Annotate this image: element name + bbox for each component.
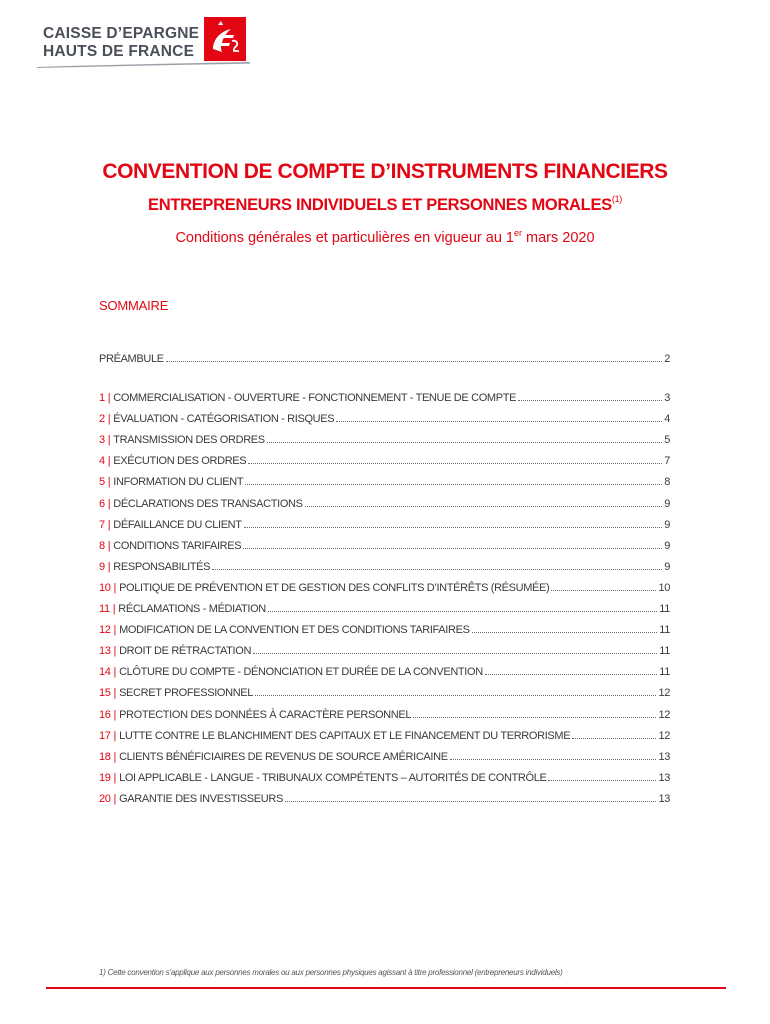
toc-entry-number: 10 — [99, 582, 111, 594]
toc-entry-label: GARANTIE DES INVESTISSEURS — [119, 793, 283, 805]
toc-separator: | — [107, 498, 111, 510]
toc-entry-number: 9 — [99, 561, 105, 573]
toc-dot-leader — [243, 548, 662, 549]
toc-entry-label: DÉFAILLANCE DU CLIENT — [113, 519, 242, 531]
toc-entry[interactable] — [99, 536, 670, 552]
toc-separator: | — [107, 392, 111, 404]
toc-separator: | — [113, 666, 117, 678]
toc-entry-page: 9 — [664, 498, 670, 510]
conditions-line — [0, 228, 770, 246]
toc-entry[interactable] — [99, 430, 670, 446]
toc-separator: | — [112, 603, 116, 615]
subtitle-footnote-ref: (1) — [611, 194, 622, 204]
toc-dot-leader — [305, 506, 663, 507]
toc-entry[interactable] — [99, 789, 670, 805]
toc-separator: | — [113, 709, 117, 721]
toc-entry[interactable] — [99, 557, 670, 573]
conditions-before: Conditions générales et particulières en vigueur au 1 — [175, 230, 514, 246]
toc-entry-number: 8 — [99, 540, 105, 552]
squirrel-logo-icon — [204, 17, 246, 61]
toc-entry-label: TRANSMISSION DES ORDRES — [113, 434, 265, 446]
toc-dot-leader — [472, 632, 658, 633]
toc-entry-page: 13 — [658, 793, 670, 805]
toc-entry-label: ÉVALUATION - CATÉGORISATION - RISQUES — [113, 413, 335, 425]
toc-separator: | — [107, 540, 111, 552]
toc-entry-label: DÉCLARATIONS DES TRANSACTIONS — [113, 498, 303, 510]
toc-dot-leader — [248, 463, 662, 464]
toc-separator: | — [107, 455, 111, 467]
toc-entry-page: 5 — [664, 434, 670, 446]
toc-entry-number: 7 — [99, 519, 105, 531]
toc-dot-leader — [336, 421, 662, 422]
toc-entry[interactable] — [99, 641, 670, 657]
toc-dot-leader — [548, 780, 656, 781]
toc-entry-number: 14 — [99, 666, 111, 678]
toc-heading: SOMMAIRE — [99, 298, 169, 313]
toc-separator: | — [107, 519, 111, 531]
logo-swoosh-icon — [37, 61, 252, 69]
toc-entry-number: 15 — [99, 687, 111, 699]
toc-entry-page: 12 — [658, 687, 670, 699]
toc-separator: | — [113, 582, 117, 594]
conditions-ordinal: er — [513, 228, 522, 238]
toc-dot-leader — [166, 361, 663, 362]
toc-dot-leader — [255, 695, 656, 696]
toc-entry[interactable] — [99, 472, 670, 488]
toc-entry-label: LOI APPLICABLE - LANGUE - TRIBUNAUX COMPÉTENTS – AUTORITÉS DE CONTRÔLE — [119, 772, 547, 784]
toc-entry-page: 10 — [658, 582, 670, 594]
toc-entry[interactable] — [99, 683, 670, 699]
document-subtitle — [0, 194, 770, 215]
toc-dot-leader — [244, 527, 663, 528]
toc-entry-page: 8 — [664, 476, 670, 488]
toc-entry[interactable] — [99, 494, 670, 510]
toc-entry[interactable] — [99, 578, 670, 594]
toc-separator: | — [113, 751, 117, 763]
toc-entry-label: POLITIQUE DE PRÉVENTION ET DE GESTION DES CONFLITS D’INTÉRÊTS (RÉSUMÉE) — [119, 582, 550, 594]
toc-entry-page: 9 — [664, 540, 670, 552]
toc-entry-number: 17 — [99, 730, 111, 742]
toc-entry-page: 11 — [659, 624, 670, 636]
toc-entry-label: PRÉAMBULE — [99, 353, 164, 365]
toc-entry[interactable] — [99, 705, 670, 721]
toc-entry-label: RESPONSABILITÉS — [113, 561, 211, 573]
toc-entry-page: 13 — [658, 772, 670, 784]
toc-separator: | — [107, 476, 111, 488]
toc-entry-number: 4 — [99, 455, 105, 467]
toc-entry[interactable] — [99, 451, 670, 467]
footnote: 1) Cette convention s’applique aux personnes morales ou aux personnes physiques agissant à titre professionnel (entrepreneurs individuels) — [99, 968, 563, 977]
toc-entry-number: 16 — [99, 709, 111, 721]
toc-entry-number: 6 — [99, 498, 105, 510]
toc-entry-label: INFORMATION DU CLIENT — [113, 476, 244, 488]
toc-dot-leader — [518, 400, 662, 401]
toc-dot-leader — [450, 759, 657, 760]
toc-entry-page: 2 — [664, 353, 670, 365]
toc-entry-label: COMMERCIALISATION - OUVERTURE - FONCTIONNEMENT - TENUE DE COMPTE — [113, 392, 517, 404]
toc-entry-number: 11 — [99, 603, 110, 615]
toc-entry-label: MODIFICATION DE LA CONVENTION ET DES CONDITIONS TARIFAIRES — [119, 624, 470, 636]
toc-separator: | — [107, 413, 111, 425]
toc-separator: | — [107, 434, 111, 446]
toc-entry-label: PROTECTION DES DONNÉES À CARACTÈRE PERSONNEL — [119, 709, 412, 721]
toc-entry-label: SECRET PROFESSIONNEL — [119, 687, 254, 699]
toc-entry-preamble[interactable] — [99, 349, 670, 365]
toc-entry-page: 12 — [658, 730, 670, 742]
toc-dot-leader — [245, 484, 662, 485]
toc-dot-leader — [268, 611, 657, 612]
toc-separator: | — [113, 730, 117, 742]
toc-entry-label: CLÔTURE DU COMPTE - DÉNONCIATION ET DURÉE DE LA CONVENTION — [119, 666, 483, 678]
toc-entry-page: 11 — [659, 666, 670, 678]
toc-entry[interactable] — [99, 599, 670, 615]
toc-entry-label: EXÉCUTION DES ORDRES — [113, 455, 247, 467]
brand-logo — [37, 17, 249, 67]
toc-separator: | — [113, 624, 117, 636]
toc-dot-leader — [253, 653, 657, 654]
toc-entry[interactable] — [99, 515, 670, 531]
toc-entry-number: 19 — [99, 772, 111, 784]
toc-entry-page: 4 — [664, 413, 670, 425]
toc-entry-number: 20 — [99, 793, 111, 805]
toc-dot-leader — [267, 442, 662, 443]
toc-entry-label: LUTTE CONTRE LE BLANCHIMENT DES CAPITAUX ET LE FINANCEMENT DU TERRORISME — [119, 730, 571, 742]
toc-entry-page: 12 — [658, 709, 670, 721]
toc-entry-label: CONDITIONS TARIFAIRES — [113, 540, 242, 552]
footer-rule — [46, 987, 726, 989]
toc-entry-page: 3 — [664, 392, 670, 404]
toc-entry[interactable] — [99, 726, 670, 742]
toc-entry-label: DROIT DE RÉTRACTATION — [119, 645, 252, 657]
toc-entry-number: 3 — [99, 434, 105, 446]
conditions-after: mars 2020 — [522, 230, 595, 246]
toc-entry[interactable] — [99, 620, 670, 636]
toc-entry-page: 9 — [664, 561, 670, 573]
toc-dot-leader — [551, 590, 656, 591]
document-title: CONVENTION DE COMPTE D’INSTRUMENTS FINANCIERS — [102, 160, 668, 183]
toc-entry-number: 1 — [99, 392, 105, 404]
toc-entry[interactable] — [99, 768, 670, 784]
toc-entry[interactable] — [99, 388, 670, 404]
toc-entry[interactable] — [99, 662, 670, 678]
toc-entry[interactable] — [99, 747, 670, 763]
logo-line1: CAISSE D’EPARGNE — [43, 25, 200, 42]
toc-entry-page: 11 — [659, 603, 670, 615]
toc-entry-page: 13 — [658, 751, 670, 763]
toc-entry[interactable] — [99, 409, 670, 425]
toc-entry-number: 12 — [99, 624, 111, 636]
toc-separator: | — [113, 793, 117, 805]
toc-separator: | — [107, 561, 111, 573]
toc-dot-leader — [572, 738, 656, 739]
toc-separator: | — [113, 687, 117, 699]
toc-entry-label: CLIENTS BÉNÉFICIAIRES DE REVENUS DE SOURCE AMÉRICAINE — [119, 751, 448, 763]
toc-dot-leader — [212, 569, 662, 570]
logo-line2: HAUTS DE FRANCE — [43, 43, 195, 60]
toc-entry-page: 9 — [664, 519, 670, 531]
toc-dot-leader — [413, 717, 656, 718]
toc-dot-leader — [285, 801, 657, 802]
toc-entry-page: 11 — [659, 645, 670, 657]
toc-entry-number: 18 — [99, 751, 111, 763]
toc-entry-label: RÉCLAMATIONS - MÉDIATION — [118, 603, 266, 615]
toc-entry-page: 7 — [664, 455, 670, 467]
subtitle-text: ENTREPRENEURS INDIVIDUELS ET PERSONNES MORALES — [148, 196, 612, 214]
toc-entry-number: 5 — [99, 476, 105, 488]
toc-separator: | — [113, 772, 117, 784]
toc-entry-number: 2 — [99, 413, 105, 425]
toc-separator: | — [113, 645, 117, 657]
toc-entry-number: 13 — [99, 645, 111, 657]
toc-dot-leader — [485, 674, 657, 675]
